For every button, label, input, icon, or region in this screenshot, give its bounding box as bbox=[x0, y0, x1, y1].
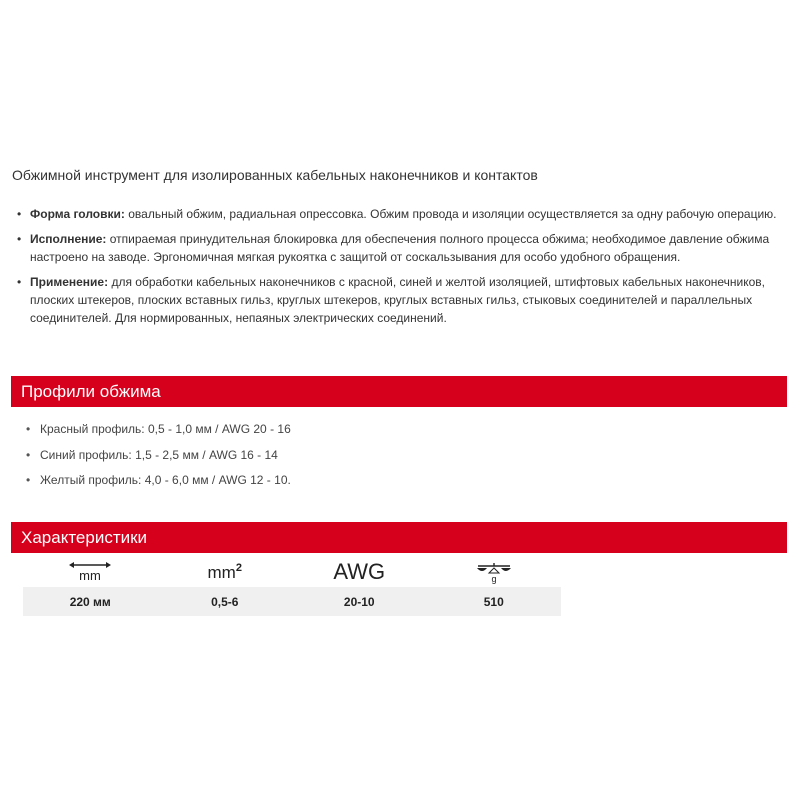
profile-item-red: • Красный профиль: 0,5 - 1,0 мм / AWG 20 - 16 bbox=[24, 420, 291, 446]
specs-section-header: Характеристики bbox=[11, 522, 787, 553]
feature-head-shape bbox=[14, 205, 789, 223]
cross-section-value: 0,5-6 bbox=[211, 594, 239, 609]
profile-list bbox=[24, 420, 291, 497]
awg-icon: AWG bbox=[333, 559, 386, 584]
scale-weight-icon bbox=[474, 560, 514, 584]
awg-value: 20-10 bbox=[343, 594, 375, 609]
feature-text: для обработки кабельных наконечников с красной, синей и желтой изоляцией, штифтовых кабельных наконечников, плоских штекеров, плоских вставных гильз, круглых штекеров, круглых вставных гильз, стыковых соединителей и параллельных соединителей. Для нормированных, непаяных электрических соединений. bbox=[30, 275, 766, 325]
weight-cell bbox=[427, 560, 562, 584]
length-unit-label: mm bbox=[79, 568, 102, 583]
weight-value: 510 bbox=[483, 594, 504, 609]
feature-term: Форма головки: bbox=[30, 207, 125, 221]
feature-application bbox=[14, 273, 789, 327]
cross-section-exponent: 2 bbox=[235, 561, 242, 574]
spec-icon-row bbox=[23, 557, 561, 587]
profile-item-yellow: • Желтый профиль: 4,0 - 6,0 мм / AWG 12 - 10. bbox=[24, 471, 291, 497]
feature-design bbox=[14, 230, 789, 266]
cross-section-cell bbox=[158, 562, 293, 583]
awg-cell bbox=[292, 559, 427, 585]
spec-value-row bbox=[23, 587, 561, 616]
profile-item-blue: • Синий профиль: 1,5 - 2,5 мм / AWG 16 - 14 bbox=[24, 446, 291, 472]
spec-table bbox=[23, 557, 561, 616]
product-title: Обжимной инструмент для изолированных кабельных наконечников и контактов bbox=[12, 167, 538, 183]
feature-term: Применение: bbox=[30, 275, 109, 289]
length-icon bbox=[68, 560, 112, 584]
feature-list bbox=[14, 205, 789, 334]
weight-unit-label: g bbox=[491, 574, 497, 584]
cross-section-unit: mm bbox=[207, 562, 236, 582]
feature-text: отпираемая принудительная блокировка для обеспечения полного процесса обжима; необходимое давление обжима настроено на заводе. Эргономичная мягкая рукоятка с защитой от соскальзывания для особо удобного обращения. bbox=[30, 232, 770, 264]
profiles-section-header: Профили обжима bbox=[11, 376, 787, 407]
cross-section-icon bbox=[208, 563, 242, 582]
feature-term: Исполнение: bbox=[30, 232, 107, 246]
length-value: 220 мм bbox=[69, 594, 111, 609]
length-cell bbox=[23, 560, 158, 584]
feature-text: овальный обжим, радиальная опрессовка. Обжим провода и изоляции осуществляется за одну рабочую операцию. bbox=[124, 207, 777, 221]
